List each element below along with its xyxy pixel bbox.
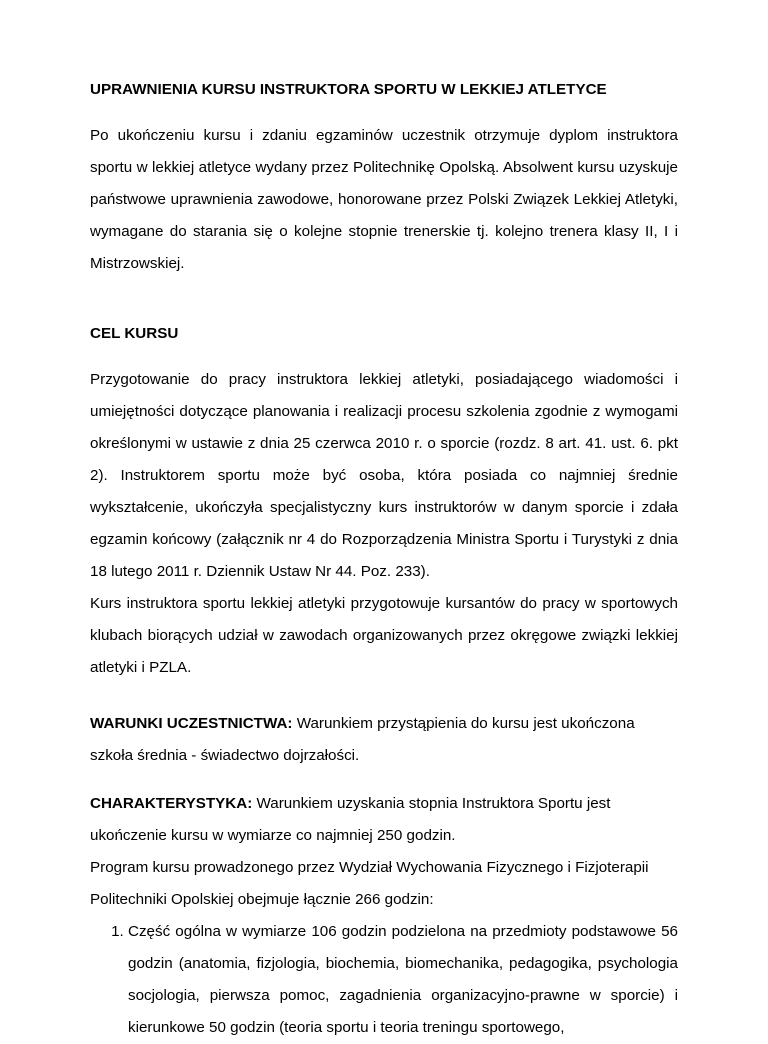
paragraph-warunki xyxy=(90,708,678,772)
section-heading-cel: CEL KURSU xyxy=(90,325,179,342)
text-charakterystyka: Warunkiem uzyskania stopnia Instruktora Sportu jest ukończenie kursu w wymiarze co najmniej 250 godzin. xyxy=(90,795,611,844)
label-warunki: WARUNKI UCZESTNICTWA: xyxy=(90,715,293,732)
program-list xyxy=(90,916,678,1044)
paragraph-cel-1: Przygotowanie do pracy instruktora lekkiej atletyki, posiadającego wiadomości i umiejętności dotyczące planowania i realizacji procesu szkolenia zgodnie z wymogami określonymi w ustawie z dnia 25 czerwca 2010 r. o sporcie (rozdz. 8 art. 41. ust. 6. pkt 2). Instruktorem sportu może być osoba, która posiada co najmniej średnie wykształcenie, ukończyła specjalistyczny kurs instruktorów w danym sporcie i zdała egzamin końcowy (załącznik nr 4 do Rozporządzenia Ministra Sportu i Turystyki z dnia 18 lutego 2011 r. Dziennik Ustaw Nr 44. Poz. 233). xyxy=(90,371,678,580)
section-heading-uprawnienia: UPRAWNIENIA KURSU INSTRUKTORA SPORTU W LEKKIEJ ATLETYCE xyxy=(90,81,607,98)
text-warunki: Warunkiem przystąpienia do kursu jest ukończona szkoła średnia - świadectwo dojrzałości. xyxy=(90,715,635,764)
label-charakterystyka: CHARAKTERYSTYKA: xyxy=(90,795,253,812)
paragraph-charakterystyka xyxy=(90,788,678,852)
paragraph-program: Program kursu prowadzonego przez Wydział Wychowania Fizycznego i Fizjoterapii Politechniki Opolskiej obejmuje łącznie 266 godzin: xyxy=(90,859,649,908)
paragraph-uprawnienia: Po ukończeniu kursu i zdaniu egzaminów uczestnik otrzymuje dyplom instruktora sportu w lekkiej atletyce wydany przez Politechnikę Opolską. Absolwent kursu uzyskuje państwowe uprawnienia zawodowe, honorowane przez Polski Związek Lekkiej Atletyki, wymagane do starania się o kolejne stopnie trenerskie tj. kolejno trenera klasy II, I i Mistrzowskiej. xyxy=(90,127,678,272)
list-item: 1. Część ogólna w wymiarze 106 godzin podzielona na przedmioty podstawowe 56 godzin (anatomia, fizjologia, biochemia, biomechanika, pedagogika, psychologia socjologia, pierwsza pomoc, zagadnienia organizacyjno-prawne w sporcie) i kierunkowe 50 godzin (teoria sportu i teoria treningu sportowego, xyxy=(128,916,678,1044)
document-page xyxy=(90,74,678,1044)
paragraph-cel-2: Kurs instruktora sportu lekkiej atletyki przygotowuje kursantów do pracy w sportowych klubach biorących udział w zawodach organizowanych przez okręgowe związki lekkiej atletyki i PZLA. xyxy=(90,595,678,676)
